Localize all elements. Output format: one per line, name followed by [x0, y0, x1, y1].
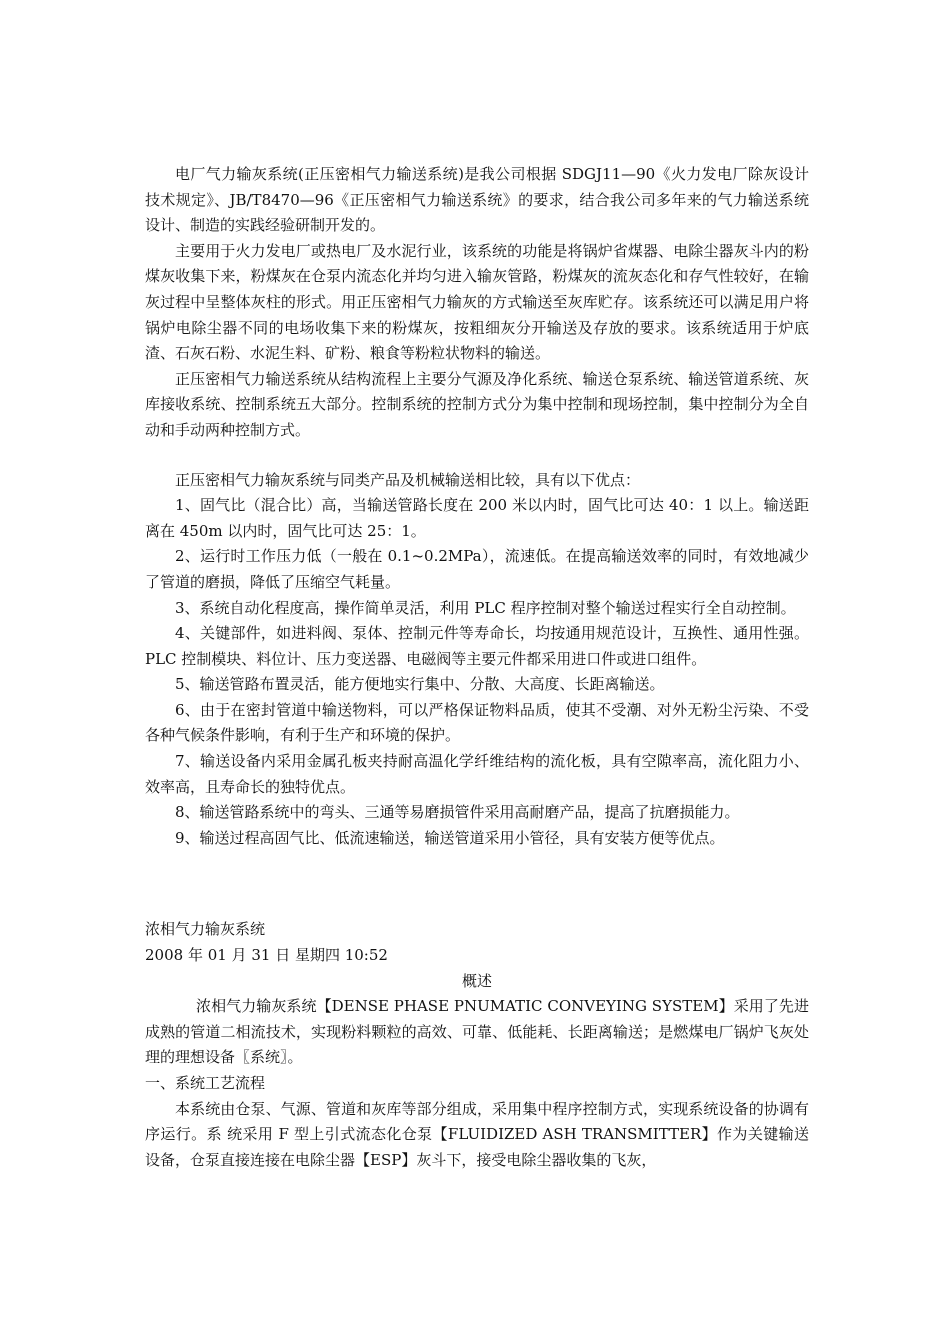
advantage-item: 6、由于在密封管道中输送物料，可以严格保证物料品质，使其不受潮、对外无粉尘污染、不受各种气候条件影响，有利于生产和环境的保护。: [145, 700, 809, 745]
spacer: [145, 444, 809, 468]
advantage-item: 5、输送管路布置灵活，能方便地实行集中、分散、大高度、长距离输送。: [175, 675, 665, 694]
advantage-item: 3、系统自动化程度高，操作简单灵活，利用 PLC 程序控制对整个输送过程实行全自动控制。: [175, 598, 796, 617]
advantage-item: 2、运行时工作压力低（一般在 0.1~0.2MPa），流速低。在提高输送效率的同时，有效地减少了管道的磨损，降低了压缩空气耗量。: [145, 547, 809, 591]
advantages-intro: 正压密相气力输灰系统与同类产品及机械输送相比较，具有以下优点：: [175, 470, 641, 489]
advantage-item: 1、固气比（混合比）高，当输送管路长度在 200 米以内时，固气比可达 40：1 以上。输送距离在 450m 以内时，固气比可达 25：1。: [145, 496, 809, 540]
section-title: 浓相气力输灰系统: [145, 920, 266, 939]
overview-paragraph: 浓相气力输灰系统【DENSE PHASE PNUMATIC CONVEYING SYSTEM】采用了先进成熟的管道二相流技术，实现粉料颗粒的高效、可靠、低能耗、长距离输送；是燃煤电厂锅炉飞灰处理的理想设备〖系统〗。: [145, 997, 809, 1067]
document-page: [145, 162, 809, 1173]
advantage-item: 8、输送管路系统中的弯头、三通等易磨损管件采用高耐磨产品，提高了抗磨损能力。: [175, 803, 740, 822]
process-paragraph: 本系统由仓泵、气源、管道和灰库等部分组成，采用集中程序控制方式，实现系统设备的协调有序运行。系 统采用 F 型上引式流态化仓泵【FLUIDIZED ASH TRANSMITTER】作为关键输送设备，仓泵直接连接在电除尘器【ESP】灰斗下，接受电除尘器收集的飞灰，: [145, 1099, 809, 1169]
overview-heading: 概述: [461, 971, 492, 990]
structure-paragraph: 正压密相气力输送系统从结构流程上主要分气源及净化系统、输送仓泵系统、输送管道系统、灰库接收系统、控制系统五大部分。控制系统的控制方式分为集中控制和现场控制，集中控制分为全自动和手动两种控制方式。: [145, 369, 809, 439]
post-date: 2008 年 01 月 31 日 星期四 10:52: [145, 946, 388, 965]
advantage-item: 7、输送设备内采用金属孔板夹持耐高温化学纤维结构的流化板，具有空隙率高，流化阻力小、效率高，且寿命长的独特优点。: [145, 752, 809, 796]
application-paragraph: 主要用于火力发电厂或热电厂及水泥行业，该系统的功能是将锅炉省煤器、电除尘器灰斗内的粉煤灰收集下来，粉煤灰在仓泵内流态化并均匀进入输灰管路，粉煤灰的流灰态化和存气性较好，在输灰过程中呈整体灰柱的形式。用正压密相气力输灰的方式输送至灰库贮存。该系统还可以满足用户将锅炉电除尘器不同的电场收集下来的粉煤灰，按粗细灰分开输送及存放的要求。该系统适用于炉底渣、石灰石粉、水泥生料、矿粉、粮食等粉粒状物料的输送。: [145, 241, 809, 363]
advantage-item: 9、输送过程高固气比、低流速输送，输送管道采用小管径，具有安装方便等优点。: [175, 828, 725, 847]
spacer: [145, 851, 809, 917]
process-subheading: 一、系统工艺流程: [145, 1074, 266, 1092]
intro-paragraph: 电厂气力输灰系统(正压密相气力输送系统)是我公司根据 SDGJ11—90《火力发电厂除灰设计技术规定》、JB/T8470—96《正压密相气力输送系统》的要求，结合我公司多年来的气力输送系统设计、制造的实践经验研制开发的。: [145, 165, 809, 235]
advantage-item: 4、关键部件，如进料阀、泵体、控制元件等寿命长，均按通用规范设计，互换性、通用性强。PLC 控制模块、料位计、压力变送器、电磁阀等主要元件都采用进口件或进口组件。: [145, 624, 809, 668]
